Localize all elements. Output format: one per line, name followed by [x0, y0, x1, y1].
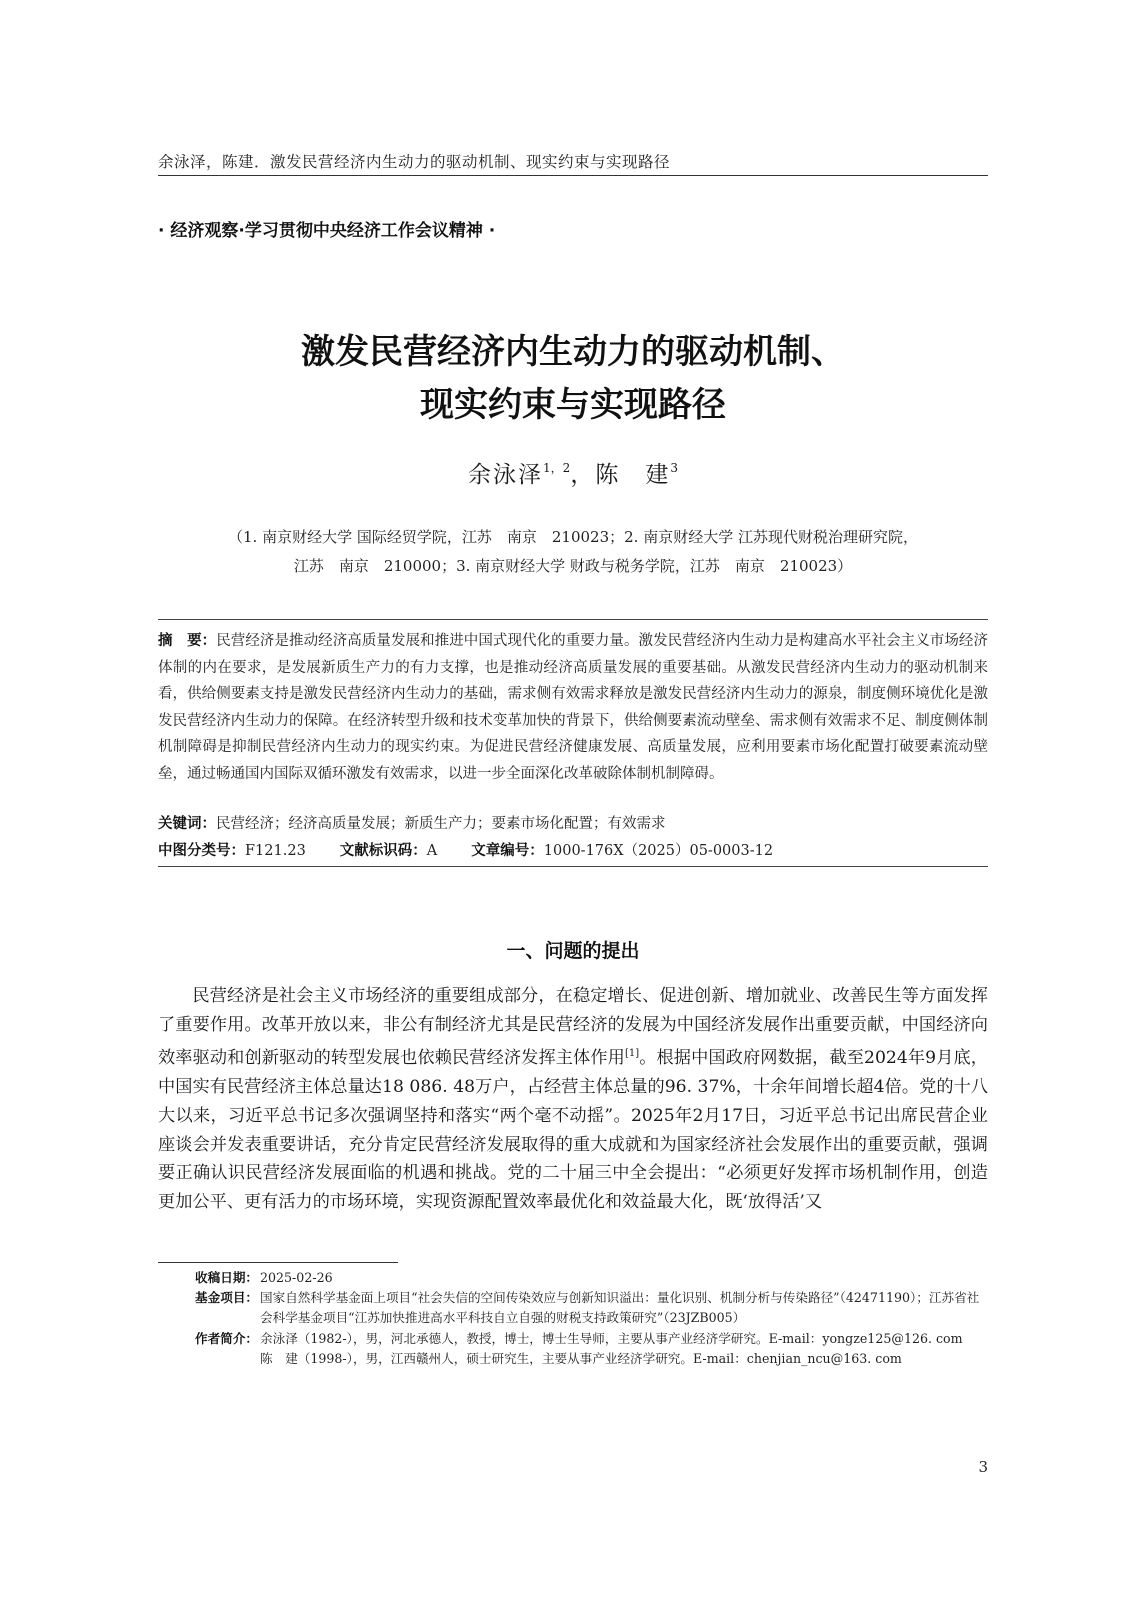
section-heading: 一、问题的提出: [506, 940, 640, 962]
keywords-text: 民营经济；经济高质量发展；新质生产力；要素市场化配置；有效需求: [216, 816, 666, 832]
abstract: [158, 628, 988, 788]
article-id-value: 1000-176X（2025）05-0003-12: [543, 843, 774, 859]
footnote-text: 2025-02-26: [260, 1270, 333, 1285]
article-title-line-2: 现实约束与实现路径: [420, 385, 726, 425]
keywords-label: 关键词：: [158, 816, 216, 832]
author-affiliation-marker: 1，2: [543, 461, 571, 475]
footnote-author: [158, 1329, 988, 1349]
abstract-top-divider: [158, 619, 988, 620]
page-number: 3: [978, 1458, 988, 1476]
abstract-bottom-divider: [158, 866, 988, 867]
author-name: 陈 建: [595, 462, 671, 488]
body-text-part-2: 。根据中国政府网数据，截至2024年9月底，中国实有民营经济主体总量达18 086. 48万户，占经营主体总量的96. 37%，十余年间增长超4倍。党的十八大以来，习近平总书记多次强调坚持和落实“两个毫不动摇”。2025年2月17日，习近平总书记出席民营企业座谈会并发表重要讲话，充分肯定民营经济发展取得的重大成就和为国家经济社会发展作出的重要贡献，强调要正确认识民营经济发展面临的机遇和挑战。党的二十届三中全会提出：“必须更好发挥市场机制作用，创造更加公平、更有活力的市场环境，实现资源配置效率最优化和效益最大化，既‘放得活’又: [158, 1047, 988, 1213]
author-affiliation-marker: 3: [670, 461, 678, 475]
clc-label: 中图分类号：: [158, 843, 245, 859]
footnote-text: 陈 建（1998-），男，江西赣州人，硕士研究生，主要从事产业经济学研究。E-mail：chenjian_ncu@163. com: [260, 1350, 902, 1366]
article-title: [158, 326, 988, 432]
keywords-line: [158, 812, 988, 833]
footnote-label: 基金项目：: [195, 1290, 258, 1306]
footnote-text: 余泳泽（1982-），男，河北承德人，教授，博士，博士生导师，主要从事产业经济学研究。E-mail：yongze125@126. com: [260, 1330, 963, 1346]
clc-value: F121.23: [245, 843, 306, 859]
affiliation-line-2: 江苏 南京 210000；3. 南京财经大学 财政与税务学院，江苏 南京 210023）: [293, 557, 853, 575]
article-title-line-1: 激发民营经济内生动力的驱动机制、: [301, 332, 845, 372]
footnote-label: 作者简介：: [195, 1330, 258, 1346]
document-code-label: 文献标识码：: [339, 843, 427, 859]
author-list: [158, 456, 988, 489]
footnotes: [158, 1268, 988, 1369]
author-separator: ，: [570, 462, 596, 488]
footnote-label: 收稿日期：: [195, 1270, 258, 1285]
footnote-divider: [158, 1262, 398, 1263]
document-code-value: A: [426, 843, 438, 859]
running-header: 余泳泽，陈建．激发民营经济内生动力的驱动机制、现实约束与实现路径: [158, 153, 671, 171]
abstract-label: 摘 要：: [158, 633, 217, 649]
footnote-author-2: [158, 1349, 988, 1369]
author-name: 余泳泽: [468, 462, 544, 488]
abstract-text: 民营经济是推动经济高质量发展和推进中国式现代化的重要力量。激发民营经济内生动力是构建高水平社会主义市场经济体制的内在要求，是发展新质生产力的有力支撑，也是推动经济高质量发展的重要基础。从激发民营经济内生动力的驱动机制来看，供给侧要素支持是激发民营经济内生动力的基础，需求侧有效需求释放是激发民营经济内生动力的源泉，制度侧环境优化是激发民营经济内生动力的保障。在经济转型升级和技术变革加快的背景下，供给侧要素流动壁垒、需求侧有效需求不足、制度侧体制机制障碍是抑制民营经济内生动力的现实约束。为促进民营经济健康发展、高质量发展，应利用要素市场化配置打破要素流动壁垒，通过畅通国内国际双循环激发有效需求，以进一步全面深化改革破除体制机制障碍。: [158, 633, 988, 782]
column-label: · 经济观察·学习贯彻中央经济工作会议精神 ·: [158, 221, 496, 241]
citation-marker: [1]: [624, 1047, 640, 1059]
footnote-received: [158, 1268, 988, 1288]
footnote-text: 国家自然科学基金面上项目“社会失信的空间传染效应与创新知识溢出：量化识别、机制分析与传染路径”（42471190）；江苏省社会科学基金项目“江苏加快推进高水平科技自立自强的财税支持政策研究”（23JZB005）: [260, 1290, 980, 1326]
affiliation-line-1: （1. 南京财经大学 国际经贸学院，江苏 南京 210023；2. 南京财经大学 江苏现代财税治理研究院，: [228, 528, 918, 546]
affiliations: [158, 523, 988, 581]
body-paragraph: [158, 982, 988, 1217]
article-id-label: 文章编号：: [471, 843, 544, 859]
classification-line: [158, 839, 988, 860]
footnote-fund: [158, 1288, 988, 1328]
body-text-part-1: 民营经济是社会主义市场经济的重要组成部分，在稳定增长、促进创新、增加就业、改善民生等方面发挥了重要作用。改革开放以来，非公有制经济尤其是民营经济的发展为中国经济发展作出重要贡献，中国经济向效率驱动和创新驱动的转型发展也依赖民营经济发挥主体作用: [158, 986, 988, 1068]
header-divider: [158, 175, 988, 176]
